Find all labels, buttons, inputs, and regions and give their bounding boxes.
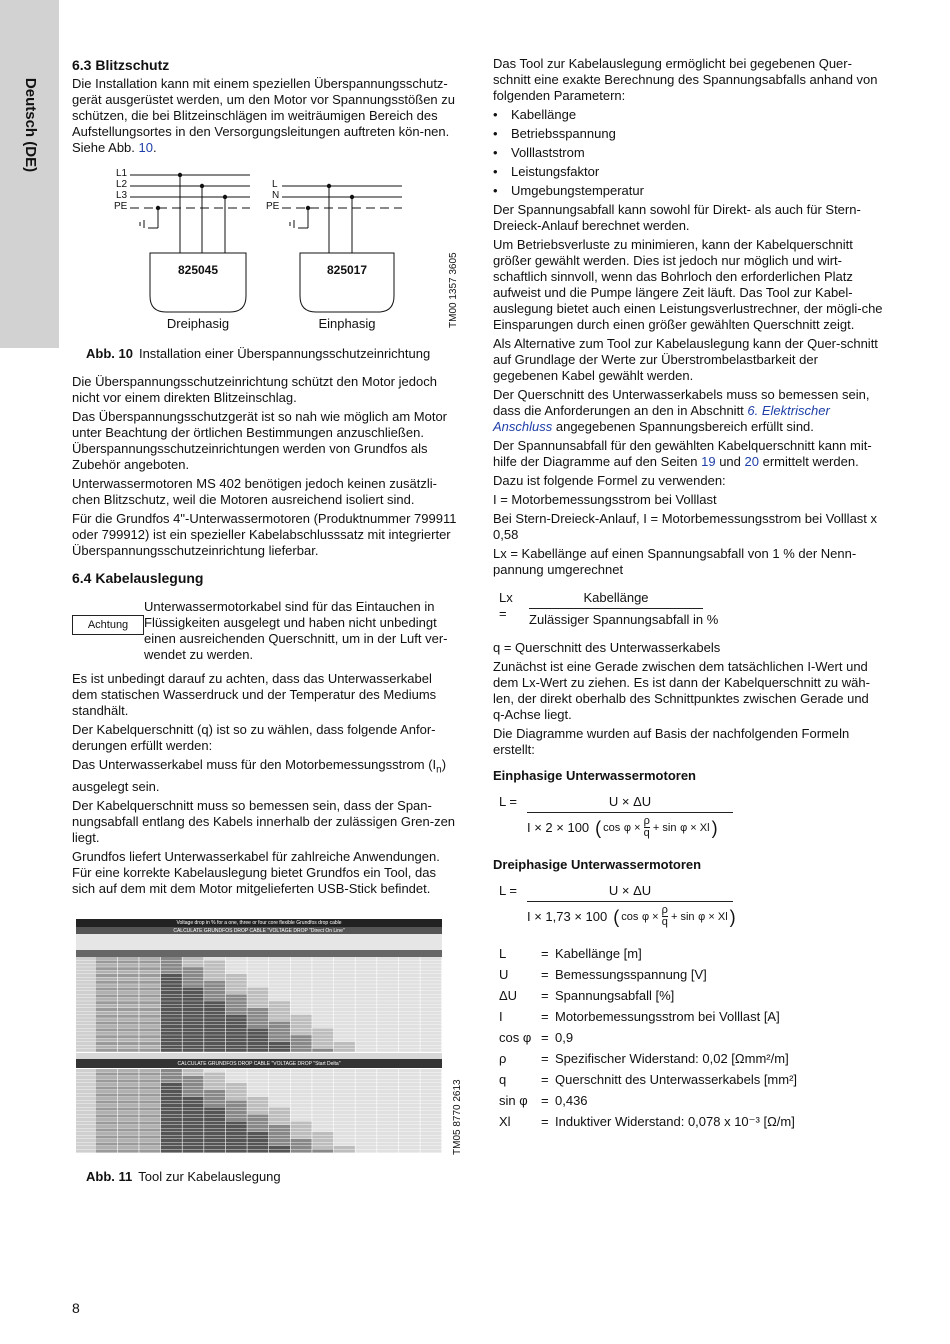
paragraph-c-1: Der Kabelquerschnitt muss so bemessen sein, dass der Span-nungsabfall entlang des Kabels innerhalb der zulässigen Gren-zen liegt.	[72, 797, 456, 845]
caption-abb-11: Abb. 11 Tool zur Kabelauslegung	[86, 1168, 281, 1184]
legend-row: U = Bemessungsspannung [V]	[499, 967, 707, 982]
paragraph-b-1: Es ist unbedingt darauf zu achten, dass das Unterwasserkabel dem statischen Wasserdruck und der Temperatur des Mediums standhält.	[72, 671, 437, 718]
paragraph-a-2: Das Überspannungsschutzgerät ist so nah wie möglich am Motor unter Beachtung der örtlichen Bestimmungen anzuschließen. Überspannungsschutzeinrichtungen werden von Grundfos als Zubehör angeboten.	[72, 409, 448, 472]
label-dreiphasig: Dreiphasig	[166, 316, 230, 331]
figure-11	[76, 919, 463, 1155]
label-l3: L3	[116, 190, 128, 201]
paragraph-r-c-3: Die Diagramme wurden auf Basis der nachfolgenden Formeln erstellt:	[493, 726, 850, 757]
paragraph-intro: Das Tool zur Kabelauslegung ermöglicht bei gegebenen Quer-schnitt eine exakte Berechnung des Spannungsabfalls anhand von folgenden Parametern:	[493, 56, 878, 103]
paragraph-r-c-2: Zunächst ist eine Gerade zwischen dem tatsächlichen I-Wert und dem Lx-Wert zu ziehen. Es ist dann der Kabelquerschnitt zu wäh-len, der direkt oberhalb des Schnittpunktes zwischen Gerade und q-Achse liegt.	[493, 659, 870, 722]
legend-row: q = Querschnitt des Unterwasserkabels [mm²]	[499, 1072, 798, 1087]
formula-3-lhs: L =	[499, 883, 517, 898]
paragraph-a-3: Unterwassermotoren MS 402 benötigen jedoch keinen zusätzli-chen Blitzschutz, weil die Motoren ausreichend isoliert sind.	[72, 476, 437, 507]
link-page-19[interactable]: 19	[701, 454, 716, 469]
formula-lx-lhs: Lx =	[499, 590, 513, 621]
warning-text: Unterwassermotorkabel sind für das Eintauchen in Flüssigkeiten ausgelegt und haben nicht unbedingt einen ausreichenden Querschnitt, um in der Luft ver-wendet zu werden.	[144, 599, 448, 662]
tool-subtitle-sd: CALCULATE GRUNDFOS DROP CABLE "VOLTAGE DROP "Start Delta"	[177, 1060, 341, 1067]
legend-row: cos φ = 0,9	[499, 1030, 574, 1045]
parameter-list	[493, 107, 883, 199]
heading-blitzschutz: 6.3 Blitzschutz	[72, 57, 170, 73]
label-l2: L2	[116, 179, 128, 190]
formula-3-denominator: I × 1,73 × 100 ( cos φ × $\frac{\rho}{q}$ + sin φ × Xl )	[527, 904, 736, 928]
legend-row: I = Motorbemessungsstrom bei Volllast [A]	[499, 1009, 780, 1024]
paragraph-r-b-2: I = Motorbemessungsstrom bei Volllast	[493, 492, 717, 507]
product-number-3phase: 825045	[177, 263, 219, 277]
list-item: • Umgebungstemperatur	[493, 183, 883, 199]
side-tab-label: Deutsch (DE)	[22, 77, 39, 173]
paragraph-a-4: Für die Grundfos 4"-Unterwassermotoren (Produktnummer 799911 oder 799912) ist ein spezieller Kabelabschlusssatz mit integrierter Überspannungsschutzeinrichtung lieferbar.	[72, 511, 457, 558]
cable-tool-screenshot	[76, 919, 442, 1155]
formula-single-phase	[499, 794, 883, 839]
link-abb-10[interactable]: 10	[138, 140, 153, 155]
paragraph-pages-ref: Der Spannunsabfall für den gewählten Kabelquerschnitt kann mit-hilfe der Diagramme auf den Seiten 19 und 20 ermittelt werden.	[493, 438, 872, 469]
paragraph-r-b-1: Dazu ist folgende Formel zu verwenden:	[493, 473, 726, 488]
formula-lx-denominator: Zulässiger Spannungsabfall in %	[529, 612, 719, 627]
list-item: • Kabellänge	[493, 107, 883, 123]
formula-three-phase	[499, 883, 883, 928]
list-item: • Betriebsspannung	[493, 126, 883, 142]
left-column	[72, 56, 463, 1197]
legend-row: Xl = Induktiver Widerstand: 0,078 x 10⁻³ [Ω/m]	[499, 1114, 795, 1129]
paragraph-r-a-1: Der Spannungsabfall kann sowohl für Direkt- als auch für Stern-Dreieck-Anlauf berechnet werden.	[493, 202, 861, 233]
link-page-20[interactable]: 20	[744, 454, 759, 469]
figure-11-code: TM05 8770 2613	[452, 1078, 463, 1155]
formula-3-numerator: U × ΔU	[527, 883, 733, 902]
paragraph-r-c-1: q = Querschnitt des Unterwasserkabels	[493, 640, 721, 655]
formula-1-numerator: U × ΔU	[527, 794, 733, 813]
label-pe-3: PE	[114, 201, 128, 212]
label-einphasig: Einphasig	[318, 316, 376, 331]
legend-row: ΔU = Spannungsabfall [%]	[499, 988, 675, 1003]
paragraph-r-a-3: Als Alternative zum Tool zur Kabelauslegung kann der Quer-schnitt auf Grundlage der Werte zur Überstrombelastbarkeit der gegebenen Kabel gewählt werden.	[493, 336, 878, 383]
paragraph-section-ref: Der Querschnitt des Unterwasserkabels muss so bemessen sein, dass die Anforderungen an den in Abschnitt 6. Elektrischer Anschluss angegebenen Spannungsbereich erfüllt sind.	[493, 387, 870, 434]
list-item: • Volllaststrom	[493, 145, 883, 161]
warning-badge: Achtung	[72, 615, 144, 635]
label-l: L	[272, 179, 278, 190]
paragraph-r-b-3: Bei Stern-Dreieck-Anlauf, I = Motorbemessungsstrom bei Volllast x 0,58	[493, 511, 878, 542]
legend-row: sin φ = 0,436	[499, 1093, 588, 1108]
legend-row: ρ = Spezifischer Widerstand: 0,02 [Ωmm²/m]	[499, 1051, 789, 1066]
warning-block	[72, 599, 460, 663]
list-item: • Leistungsfaktor	[493, 164, 883, 180]
language-side-tab	[0, 0, 59, 348]
heading-einphasig: Einphasige Unterwassermotoren	[493, 768, 696, 783]
link-section-6[interactable]: 6. Elektrischer Anschluss	[493, 403, 830, 434]
paragraph-r-b-4: Lx = Kabellänge auf einen Spannungsabfall von 1 % der Nenn-pannung umgerechnet	[493, 546, 857, 577]
paragraph-r-a-2: Um Betriebsverluste zu minimieren, kann der Kabelquerschnitt größer gewählt werden. Dies ist jedoch nur möglich und wirt-schaftlich sinnvoll, wenn das Bohrloch den erforderlichen Platz aufweist und die Pumpe längere Zeit läuft. Das Tool zur Kabel-auslegung bietet auch einen Leistungsverlustrechner, der mögli-che Einsparungen durch einen größer gewählten Querschnitt zeigt.	[493, 237, 883, 332]
paragraph-c-2: Grundfos liefert Unterwasserkabel für zahlreiche Anwendungen. Für eine korrekte Kabelauslegung bietet Grundfos ein Tool, das sich auf dem mit dem Motor mitgelieferten USB-Stick befindet.	[72, 848, 440, 896]
label-pe-1: PE	[266, 201, 280, 212]
paragraph-blitzschutz: Die Installation kann mit einem speziellen Überspannungsschutz-gerät ausgerüstet werden, um den Motor vor Spannungsstößen zu schützen, die bei Blitzeinschlägen im weiträumigen Bereich des Aufstellungsortes in den Versorgungsleitungen auftreten kön-nen. Siehe Abb. 10.	[72, 76, 455, 155]
surge-protection-diagram	[72, 168, 460, 342]
label-l1: L1	[116, 168, 128, 179]
legend-row: L = Kabellänge [m]	[499, 946, 642, 961]
page-number: 8	[72, 1300, 80, 1316]
formula-1-lhs: L =	[499, 794, 517, 809]
heading-dreiphasig: Dreiphasige Unterwassermotoren	[493, 857, 702, 872]
label-n: N	[272, 190, 280, 201]
formula-lx	[499, 590, 883, 628]
product-number-1phase: 825017	[326, 263, 368, 277]
formula-lx-numerator: Kabellänge	[529, 590, 703, 609]
right-column	[493, 56, 883, 1135]
formula-1-denominator: I × 2 × 100 ( cos φ × $\frac{\rho}{q}$ + sin φ × Xl )	[527, 815, 718, 839]
paragraph-a-1: Die Überspannungsschutzeinrichtung schützt den Motor jedoch nicht vor einem direkten Blitzeinschlag.	[72, 374, 437, 405]
caption-abb-10: Abb. 10 Installation einer Überspannungsschutzeinrichtung	[86, 346, 431, 361]
paragraph-motor-current: Das Unterwasserkabel muss für den Motorbemessungsstrom $(I_n)$ ausgelegt sein.	[72, 757, 447, 794]
figure-10	[72, 168, 460, 342]
tool-subtitle-dol: CALCULATE GRUNDFOS DROP CABLE "VOLTAGE DROP "Direct On Line"	[173, 927, 345, 934]
symbol-legend	[493, 946, 883, 1130]
figure-10-code: TM00 1357 3605	[448, 252, 459, 328]
paragraph-b-2: Der Kabelquerschnitt (q) ist so zu wählen, dass folgende Anfor-derungen erfüllt werden:	[72, 722, 436, 753]
heading-kabelauslegung: 6.4 Kabelauslegung	[72, 570, 204, 586]
tool-title: Voltage drop in % for a one, three or four core flexible Grundfos drop cable	[176, 919, 342, 926]
